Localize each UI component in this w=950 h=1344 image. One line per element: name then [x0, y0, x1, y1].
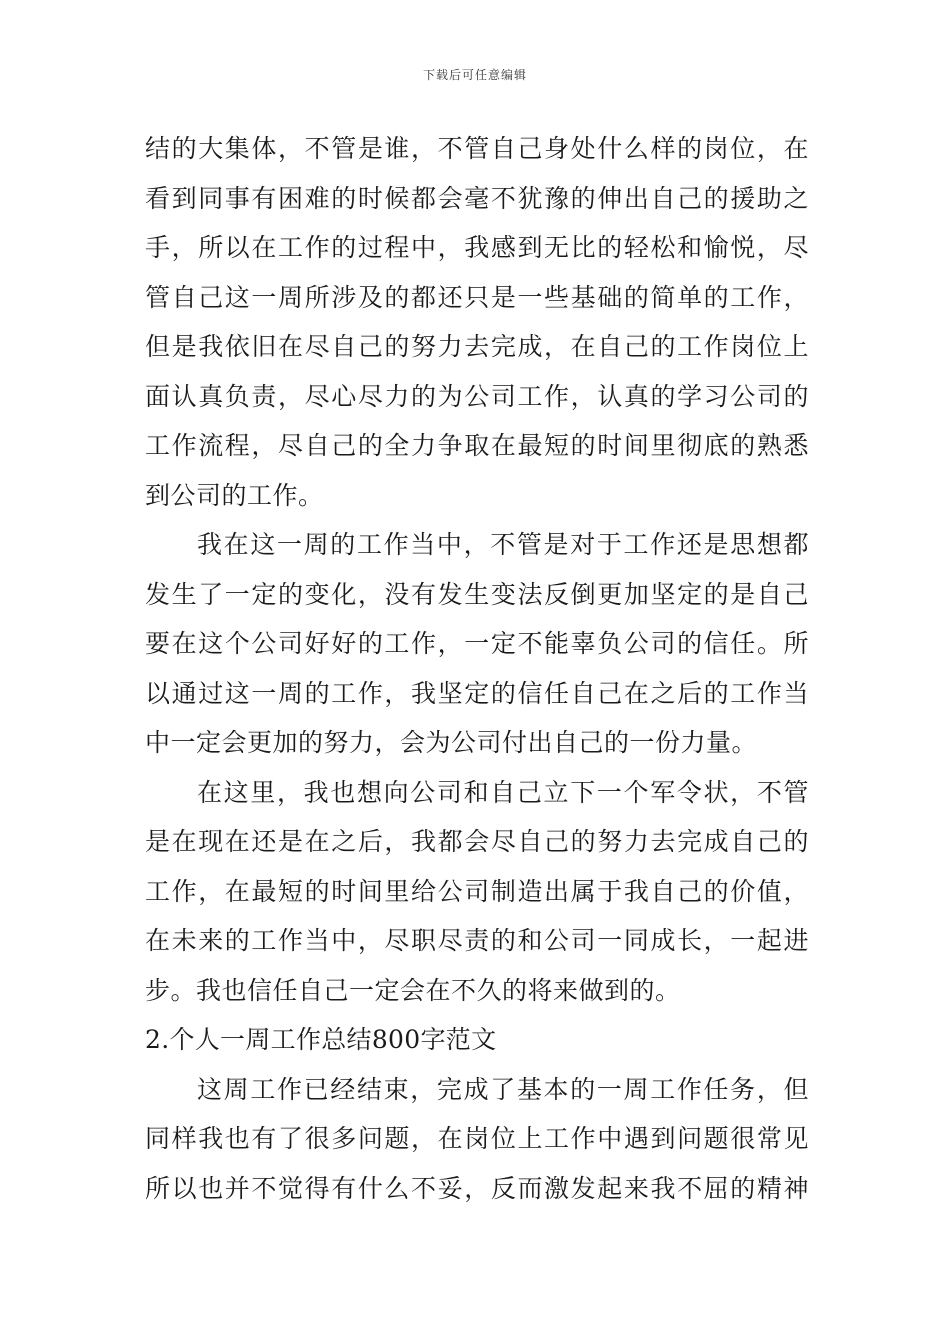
text-line: 面认真负责，尽心尽力的为公司工作，认真的学习公司的: [145, 381, 809, 411]
text-line: 要在这个公司好好的工作，一定不能辜负公司的信任。所: [145, 629, 809, 658]
text-line: 中一定会更加的努力，会为公司付出自己的一份力量。: [145, 728, 758, 757]
paragraph: [145, 768, 809, 1016]
text-line: 我在这一周的工作当中，不管是对于工作还是思想都: [197, 530, 809, 559]
text-line: 工作流程，尽自己的全力争取在最短的时间里彻底的熟悉: [145, 431, 809, 460]
text-line: 步。我也信任自己一定会在不久的将来做到的。: [145, 975, 681, 1005]
text-line: 所以也并不觉得有什么不妥，反而激发起来我不屈的精神: [145, 1173, 809, 1203]
document-body: [145, 124, 809, 1213]
paragraph: [145, 124, 809, 520]
text-line: 以通过这一周的工作，我坚定的信任自己在之后的工作当: [145, 678, 809, 708]
text-line: 同样我也有了很多问题，在岗位上工作中遇到问题很常见: [145, 1124, 809, 1153]
text-line: 管自己这一周所涉及的都还只是一些基础的简单的工作，: [145, 282, 809, 312]
paragraph: [145, 520, 809, 768]
section-heading: 2.个人一周工作总结800字范文: [145, 1025, 497, 1054]
text-line: 发生了一定的变化，没有发生变法反倒更加坚定的是自己: [145, 579, 809, 609]
text-line: 是在现在还是在之后，我都会尽自己的努力去完成自己的: [145, 827, 809, 856]
text-line: 这周工作已经结束，完成了基本的一周工作任务，但: [197, 1074, 809, 1104]
text-line: 到公司的工作。: [145, 480, 324, 510]
text-line: 结的大集体，不管是谁，不管自己身处什么样的岗位，在: [145, 134, 809, 163]
page-header: 下载后可任意编辑: [422, 68, 527, 82]
text-line: 在未来的工作当中，尽职尽责的和公司一同成长，一起进: [145, 926, 809, 955]
text-line: 在这里，我也想向公司和自己立下一个军令状，不管: [197, 777, 809, 807]
text-line: 工作，在最短的时间里给公司制造出属于我自己的价值，: [145, 876, 809, 906]
text-line: 手，所以在工作的过程中，我感到无比的轻松和愉悦，尽: [145, 233, 809, 262]
text-line: 看到同事有困难的时候都会毫不犹豫的伸出自己的援助之: [145, 183, 809, 213]
paragraph: [145, 1065, 809, 1214]
text-line: 但是我依旧在尽自己的努力去完成，在自己的工作岗位上: [145, 332, 809, 361]
